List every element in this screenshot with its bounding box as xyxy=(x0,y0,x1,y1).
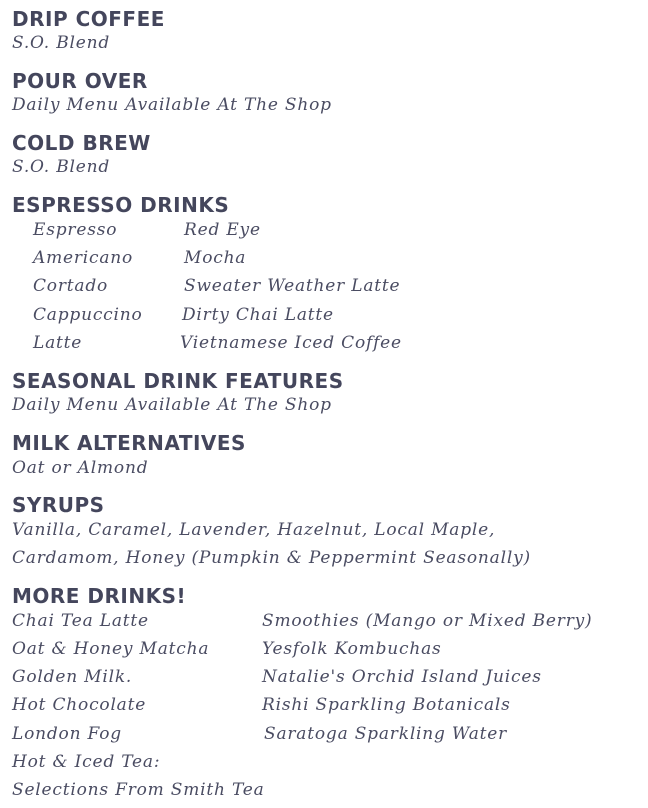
espresso-item: Mocha xyxy=(184,248,247,268)
espresso-item: Red Eye xyxy=(184,220,261,240)
heading-seasonal-features: SEASONAL DRINK FEATURES xyxy=(12,369,344,393)
heading-syrups: SYRUPS xyxy=(12,493,105,517)
more-drinks-item: Hot & Iced Tea: xyxy=(12,752,161,772)
more-drinks-item: Oat & Honey Matcha xyxy=(12,639,210,659)
more-drinks-item: Natalie's Orchid Island Juices xyxy=(262,667,542,687)
more-drinks-item: Rishi Sparkling Botanicals xyxy=(262,695,511,715)
heading-milk-alternatives: MILK ALTERNATIVES xyxy=(12,431,246,455)
more-drinks-item: London Fog xyxy=(12,724,122,744)
espresso-item: Cortado xyxy=(33,276,109,296)
espresso-item: Espresso xyxy=(33,220,118,240)
more-drinks-item: Yesfolk Kombuchas xyxy=(262,639,442,659)
seasonal-text: Daily Menu Available At The Shop xyxy=(12,395,332,415)
heading-pour-over: POUR OVER xyxy=(12,69,148,93)
pour-over-text: Daily Menu Available At The Shop xyxy=(12,95,332,115)
cold-brew-text: S.O. Blend xyxy=(12,157,111,177)
more-drinks-item: Golden Milk. xyxy=(12,667,133,687)
milk-text: Oat or Almond xyxy=(12,458,149,478)
heading-cold-brew: COLD BREW xyxy=(12,131,151,155)
syrups-line: Vanilla, Caramel, Lavender, Hazelnut, Local Maple, xyxy=(12,520,496,540)
espresso-item: Dirty Chai Latte xyxy=(182,305,334,325)
heading-espresso-drinks: ESPRESSO DRINKS xyxy=(12,193,230,217)
more-drinks-item: Selections From Smith Tea xyxy=(12,780,265,800)
heading-drip-coffee: DRIP COFFEE xyxy=(12,7,165,31)
heading-more-drinks: MORE DRINKS! xyxy=(12,584,187,608)
espresso-item: Latte xyxy=(33,333,83,353)
espresso-item: Vietnamese Iced Coffee xyxy=(180,333,402,353)
espresso-item: Sweater Weather Latte xyxy=(184,276,401,296)
espresso-item: Americano xyxy=(33,248,134,268)
more-drinks-item: Chai Tea Latte xyxy=(12,611,149,631)
more-drinks-item: Hot Chocolate xyxy=(12,695,147,715)
more-drinks-item: Smoothies (Mango or Mixed Berry) xyxy=(262,611,593,631)
espresso-item: Cappuccino xyxy=(33,305,143,325)
drip-coffee-text: S.O. Blend xyxy=(12,33,111,53)
more-drinks-item: Saratoga Sparkling Water xyxy=(264,724,508,744)
syrups-line: Cardamom, Honey (Pumpkin & Peppermint Seasonally) xyxy=(12,548,531,568)
